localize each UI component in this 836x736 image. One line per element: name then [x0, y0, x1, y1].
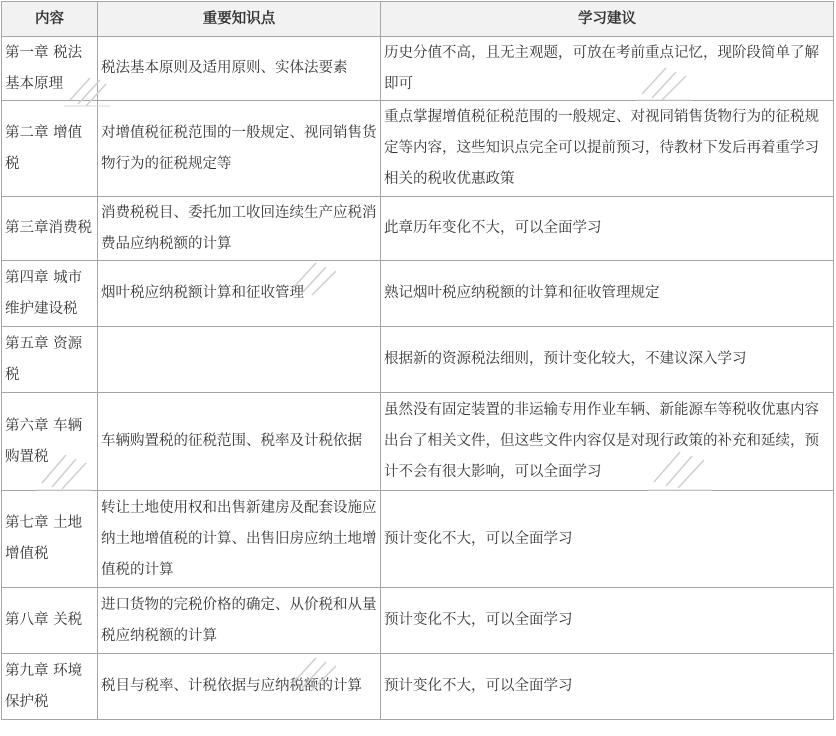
chapter-cell: 第一章 税法基本原理 [2, 37, 98, 101]
key-points-cell: 税目与税率、计税依据与应纳税额的计算 [98, 654, 381, 720]
chapter-cell: 第五章 资源税 [2, 327, 98, 393]
header-key-points: 重要知识点 [98, 2, 381, 37]
table-row [2, 491, 834, 588]
chapter-cell: 第六章 车辆购置税 [2, 393, 98, 491]
chapter-cell: 第三章消费税 [2, 197, 98, 261]
chapter-cell: 第二章 增值税 [2, 101, 98, 197]
advice-cell: 重点掌握增值税征税范围的一般规定、对视同销售货物行为的征税规定等内容，这些知识点完全可以提前预习，待教材下发后再着重学习相关的税收优惠政策 [381, 101, 834, 197]
key-points-cell [98, 327, 381, 393]
table-row [2, 261, 834, 327]
advice-cell: 虽然没有固定装置的非运输专用作业车辆、新能源车等税收优惠内容出台了相关文件，但这些文件内容仅是对现行政策的补充和延续，预计不会有很大影响，可以全面学习 [381, 393, 834, 491]
advice-cell: 预计变化不大，可以全面学习 [381, 654, 834, 720]
table-row [2, 37, 834, 101]
key-points-cell: 消费税税目、委托加工收回连续生产应税消费品应纳税额的计算 [98, 197, 381, 261]
table-row [2, 588, 834, 654]
advice-cell: 此章历年变化不大，可以全面学习 [381, 197, 834, 261]
header-study-advice: 学习建议 [381, 2, 834, 37]
key-points-cell: 车辆购置税的征税范围、税率及计税依据 [98, 393, 381, 491]
key-points-cell: 烟叶税应纳税额计算和征收管理 [98, 261, 381, 327]
chapter-cell: 第四章 城市维护建设税 [2, 261, 98, 327]
table-row [2, 197, 834, 261]
advice-cell: 预计变化不大，可以全面学习 [381, 491, 834, 588]
advice-cell: 根据新的资源税法细则，预计变化较大，不建议深入学习 [381, 327, 834, 393]
chapter-cell: 第九章 环境保护税 [2, 654, 98, 720]
key-points-cell: 进口货物的完税价格的确定、从价税和从量税应纳税额的计算 [98, 588, 381, 654]
table-row [2, 393, 834, 491]
table-row [2, 327, 834, 393]
header-row [2, 2, 834, 37]
key-points-cell: 税法基本原则及适用原则、实体法要素 [98, 37, 381, 101]
chapter-cell: 第八章 关税 [2, 588, 98, 654]
table-row [2, 654, 834, 720]
advice-cell: 熟记烟叶税应纳税额的计算和征收管理规定 [381, 261, 834, 327]
advice-cell: 历史分值不高，且无主观题，可放在考前重点记忆，现阶段简单了解即可 [381, 37, 834, 101]
advice-cell: 预计变化不大，可以全面学习 [381, 588, 834, 654]
table-row [2, 101, 834, 197]
header-content: 内容 [2, 2, 98, 37]
key-points-cell: 转让土地使用权和出售新建房及配套设施应纳土地增值税的计算、出售旧房应纳土地增值税的计算 [98, 491, 381, 588]
study-plan-table [1, 1, 834, 720]
key-points-cell: 对增值税征税范围的一般规定、视同销售货物行为的征税规定等 [98, 101, 381, 197]
chapter-cell: 第七章 土地增值税 [2, 491, 98, 588]
